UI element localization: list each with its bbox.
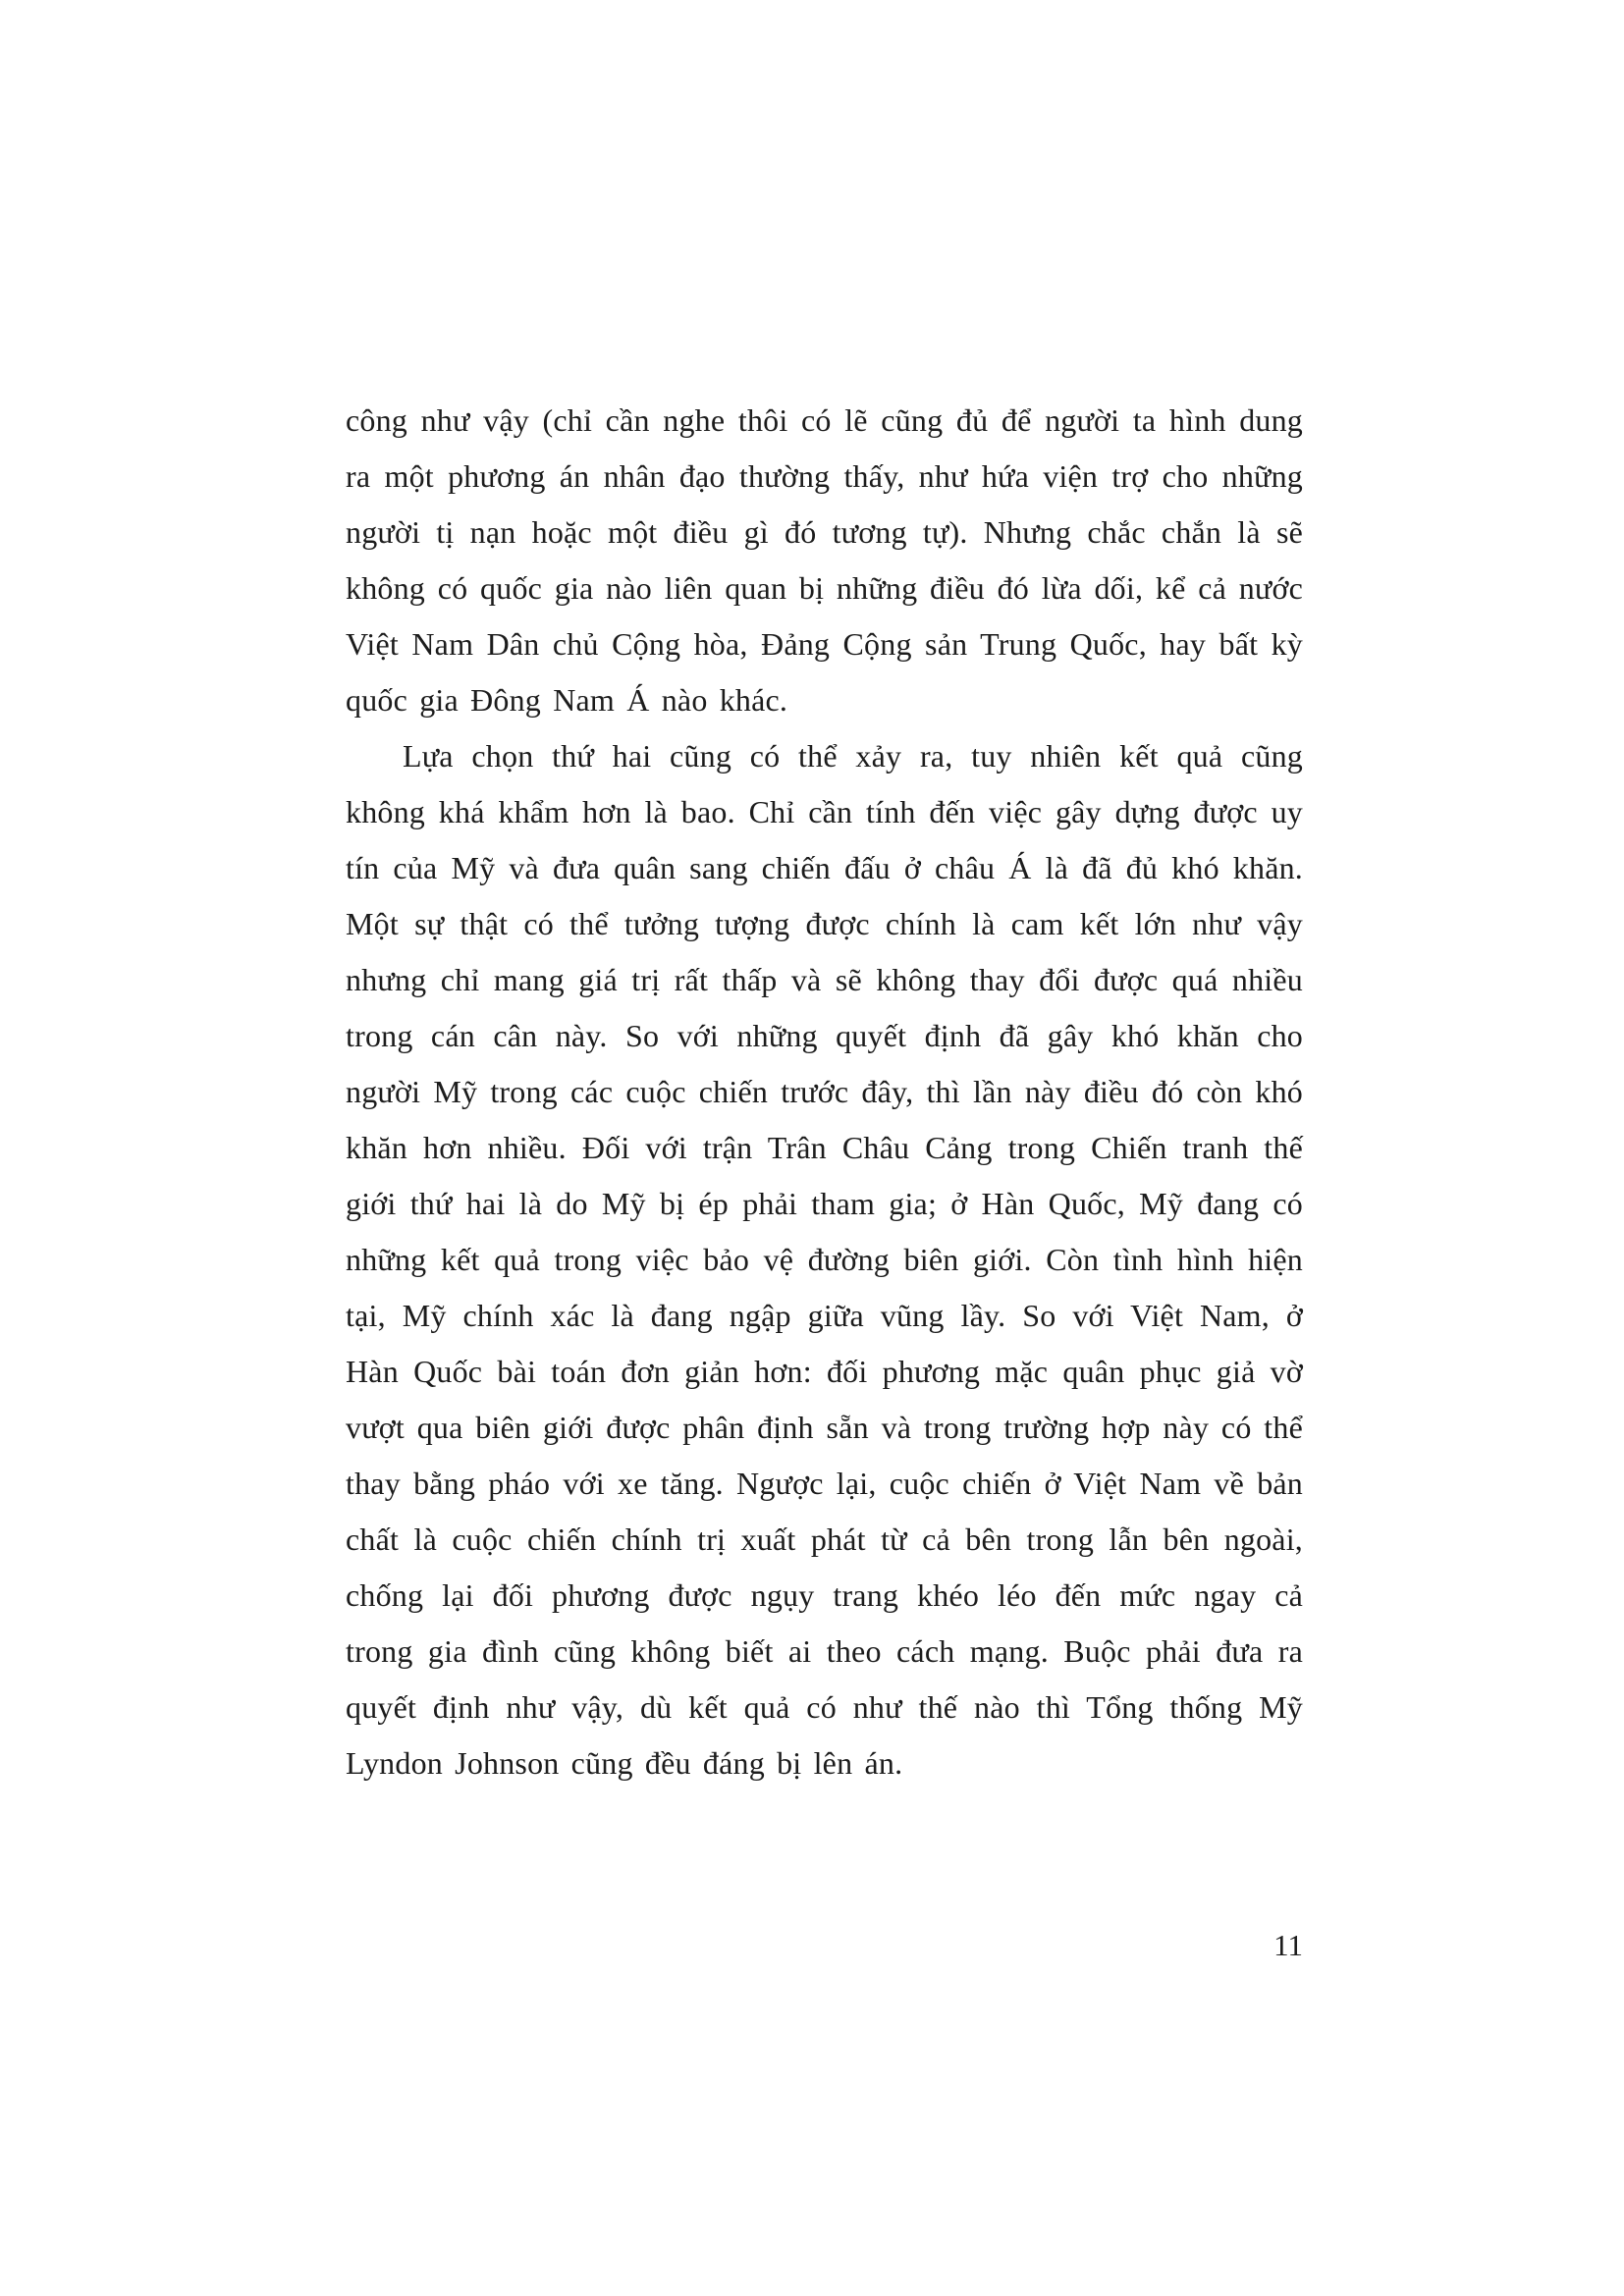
body-text <box>346 393 1303 1791</box>
paragraph: Lựa chọn thứ hai cũng có thể xảy ra, tuy nhiên kết quả cũng không khá khẩm hơn là bao. Chỉ cần tính đến việc gây dựng được uy tín của Mỹ và đưa quân sang chiến đấu ở châu Á là đã đủ khó khăn. Một sự thật có thể tưởng tượng được chính là cam kết lớn như vậy nhưng chỉ mang giá trị rất thấp và sẽ không thay đổi được quá nhiều trong cán cân này. So với những quyết định đã gây khó khăn cho người Mỹ trong các cuộc chiến trước đây, thì lần này điều đó còn khó khăn hơn nhiều. Đối với trận Trân Châu Cảng trong Chiến tranh thế giới thứ hai là do Mỹ bị ép phải tham gia; ở Hàn Quốc, Mỹ đang có những kết quả trong việc bảo vệ đường biên giới. Còn tình hình hiện tại, Mỹ chính xác là đang ngập giữa vũng lầy. So với Việt Nam, ở Hàn Quốc bài toán đơn giản hơn: đối phương mặc quân phục giả vờ vượt qua biên giới được phân định sẵn và trong trường hợp này có thể thay bằng pháo với xe tăng. Ngược lại, cuộc chiến ở Việt Nam về bản chất là cuộc chiến chính trị xuất phát từ cả bên trong lẫn bên ngoài, chống lại đối phương được ngụy trang khéo léo đến mức ngay cả trong gia đình cũng không biết ai theo cách mạng. Buộc phải đưa ra quyết định như vậy, dù kết quả có như thế nào thì Tổng thống Mỹ Lyndon Johnson cũng đều đáng bị lên án. <box>346 738 1303 1781</box>
paragraph: công như vậy (chỉ cần nghe thôi có lẽ cũng đủ để người ta hình dung ra một phương án nhân đạo thường thấy, như hứa viện trợ cho những người tị nạn hoặc một điều gì đó tương tự). Nhưng chắc chắn là sẽ không có quốc gia nào liên quan bị những điều đó lừa dối, kể cả nước Việt Nam Dân chủ Cộng hòa, Đảng Cộng sản Trung Quốc, hay bất kỳ quốc gia Đông Nam Á nào khác. <box>346 402 1303 718</box>
page-number: 11 <box>1273 1928 1303 1962</box>
